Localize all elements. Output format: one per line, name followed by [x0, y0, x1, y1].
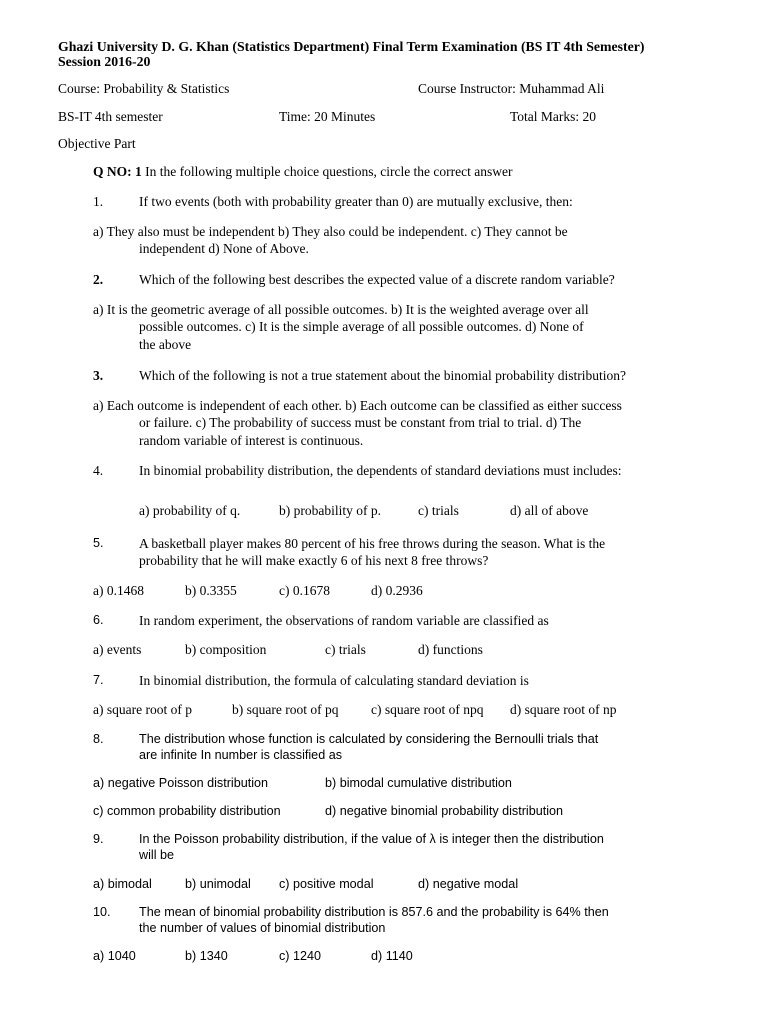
question-text: A basketball player makes 80 percent of his free throws during the season. What is the — [139, 536, 606, 551]
option-a: a) square root of p — [93, 702, 192, 717]
option-d: d) negative binomial probability distribution — [325, 804, 564, 818]
course-name: Course: Probability & Statistics — [58, 81, 230, 96]
option-a: a) events — [93, 642, 142, 657]
question-text: In the Poisson probability distribution, if the value of λ is integer then the distribution — [139, 832, 604, 846]
question-number: 3. — [93, 368, 104, 383]
question-text: will be — [139, 848, 174, 862]
question-options-line: a) It is the geometric average of all possible outcomes. b) It is the weighted average over all — [93, 302, 589, 317]
question-text: In random experiment, the observations of random variable are classified as — [139, 613, 549, 628]
question-number: 7. — [93, 673, 104, 687]
option-a: a) probability of q. — [139, 503, 241, 518]
option-b: b) unimodal — [185, 877, 251, 891]
option-d: d) 1140 — [371, 949, 413, 963]
option-c: c) common probability distribution — [93, 804, 281, 818]
question-number: 4. — [93, 463, 104, 478]
question-text: In binomial distribution, the formula of calculating standard deviation is — [139, 673, 529, 688]
exam-title-line1: Ghazi University D. G. Khan (Statistics Department) Final Term Examination (BS IT 4th Semester) — [58, 39, 645, 54]
question-number: 9. — [93, 832, 104, 846]
question-options-line: possible outcomes. c) It is the simple average of all possible outcomes. d) None of — [139, 319, 584, 334]
question-number: 6. — [93, 613, 104, 627]
option-d: d) square root of np — [510, 702, 617, 717]
question-options-line: or failure. c) The probability of success must be constant from trial to trial. d) The — [139, 415, 582, 430]
option-d: d) 0.2936 — [371, 583, 423, 598]
course-instructor: Course Instructor: Muhammad Ali — [418, 81, 605, 96]
question-number: 10. — [93, 905, 111, 919]
instruction-line — [93, 163, 513, 180]
question-number-label: Q NO: 1 — [93, 164, 142, 179]
question-text: Which of the following is not a true statement about the binomial probability distribution? — [139, 368, 627, 383]
option-b: b) probability of p. — [279, 503, 381, 518]
question-text: The distribution whose function is calculated by considering the Bernoulli trials that — [139, 732, 599, 746]
option-b: b) bimodal cumulative distribution — [325, 776, 512, 790]
exam-title-line2: Session 2016-20 — [58, 54, 151, 69]
option-b: b) composition — [185, 642, 267, 657]
total-marks-label: Total Marks: 20 — [510, 109, 597, 124]
instruction-text: In the following multiple choice questions, circle the correct answer — [141, 164, 513, 179]
option-a: a) negative Poisson distribution — [93, 776, 269, 790]
option-a: a) 1040 — [93, 949, 136, 963]
option-d: d) functions — [418, 642, 483, 657]
question-number: 2. — [93, 272, 104, 287]
question-number: 8. — [93, 732, 104, 746]
question-text: the number of values of binomial distribution — [139, 921, 386, 935]
question-options-line: a) Each outcome is independent of each other. b) Each outcome can be classified as either success — [93, 398, 622, 413]
question-options-line: independent d) None of Above. — [139, 241, 309, 256]
question-text: Which of the following best describes the expected value of a discrete random variable? — [139, 272, 615, 287]
option-b: b) 1340 — [185, 949, 228, 963]
semester-label: BS-IT 4th semester — [58, 109, 163, 124]
option-a: a) 0.1468 — [93, 583, 144, 598]
option-c: c) trials — [325, 642, 366, 657]
option-b: b) square root of pq — [232, 702, 339, 717]
question-options-line: the above — [139, 337, 192, 352]
question-options-line: a) They also must be independent b) They also could be independent. c) They cannot be — [93, 224, 568, 239]
option-c: c) 1240 — [279, 949, 322, 963]
option-c: c) square root of npq — [371, 702, 484, 717]
question-text: If two events (both with probability greater than 0) are mutually exclusive, then: — [139, 194, 573, 209]
question-number: 5. — [93, 536, 104, 550]
question-number: 1. — [93, 194, 104, 209]
option-c: c) trials — [418, 503, 459, 518]
time-label: Time: 20 Minutes — [279, 109, 376, 124]
option-d: d) all of above — [510, 503, 589, 518]
option-c: c) positive modal — [279, 877, 374, 891]
option-d: d) negative modal — [418, 877, 519, 891]
question-text: are infinite In number is classified as — [139, 748, 342, 762]
question-options-line: random variable of interest is continuous. — [139, 433, 364, 448]
option-b: b) 0.3355 — [185, 583, 237, 598]
question-text: The mean of binomial probability distribution is 857.6 and the probability is 64% then — [139, 905, 609, 919]
question-text: probability that he will make exactly 6 of his next 8 free throws? — [139, 553, 489, 568]
option-c: c) 0.1678 — [279, 583, 330, 598]
objective-part-heading: Objective Part — [58, 136, 136, 151]
option-a: a) bimodal — [93, 877, 152, 891]
question-text: In binomial probability distribution, the dependents of standard deviations must includes: — [139, 463, 622, 478]
